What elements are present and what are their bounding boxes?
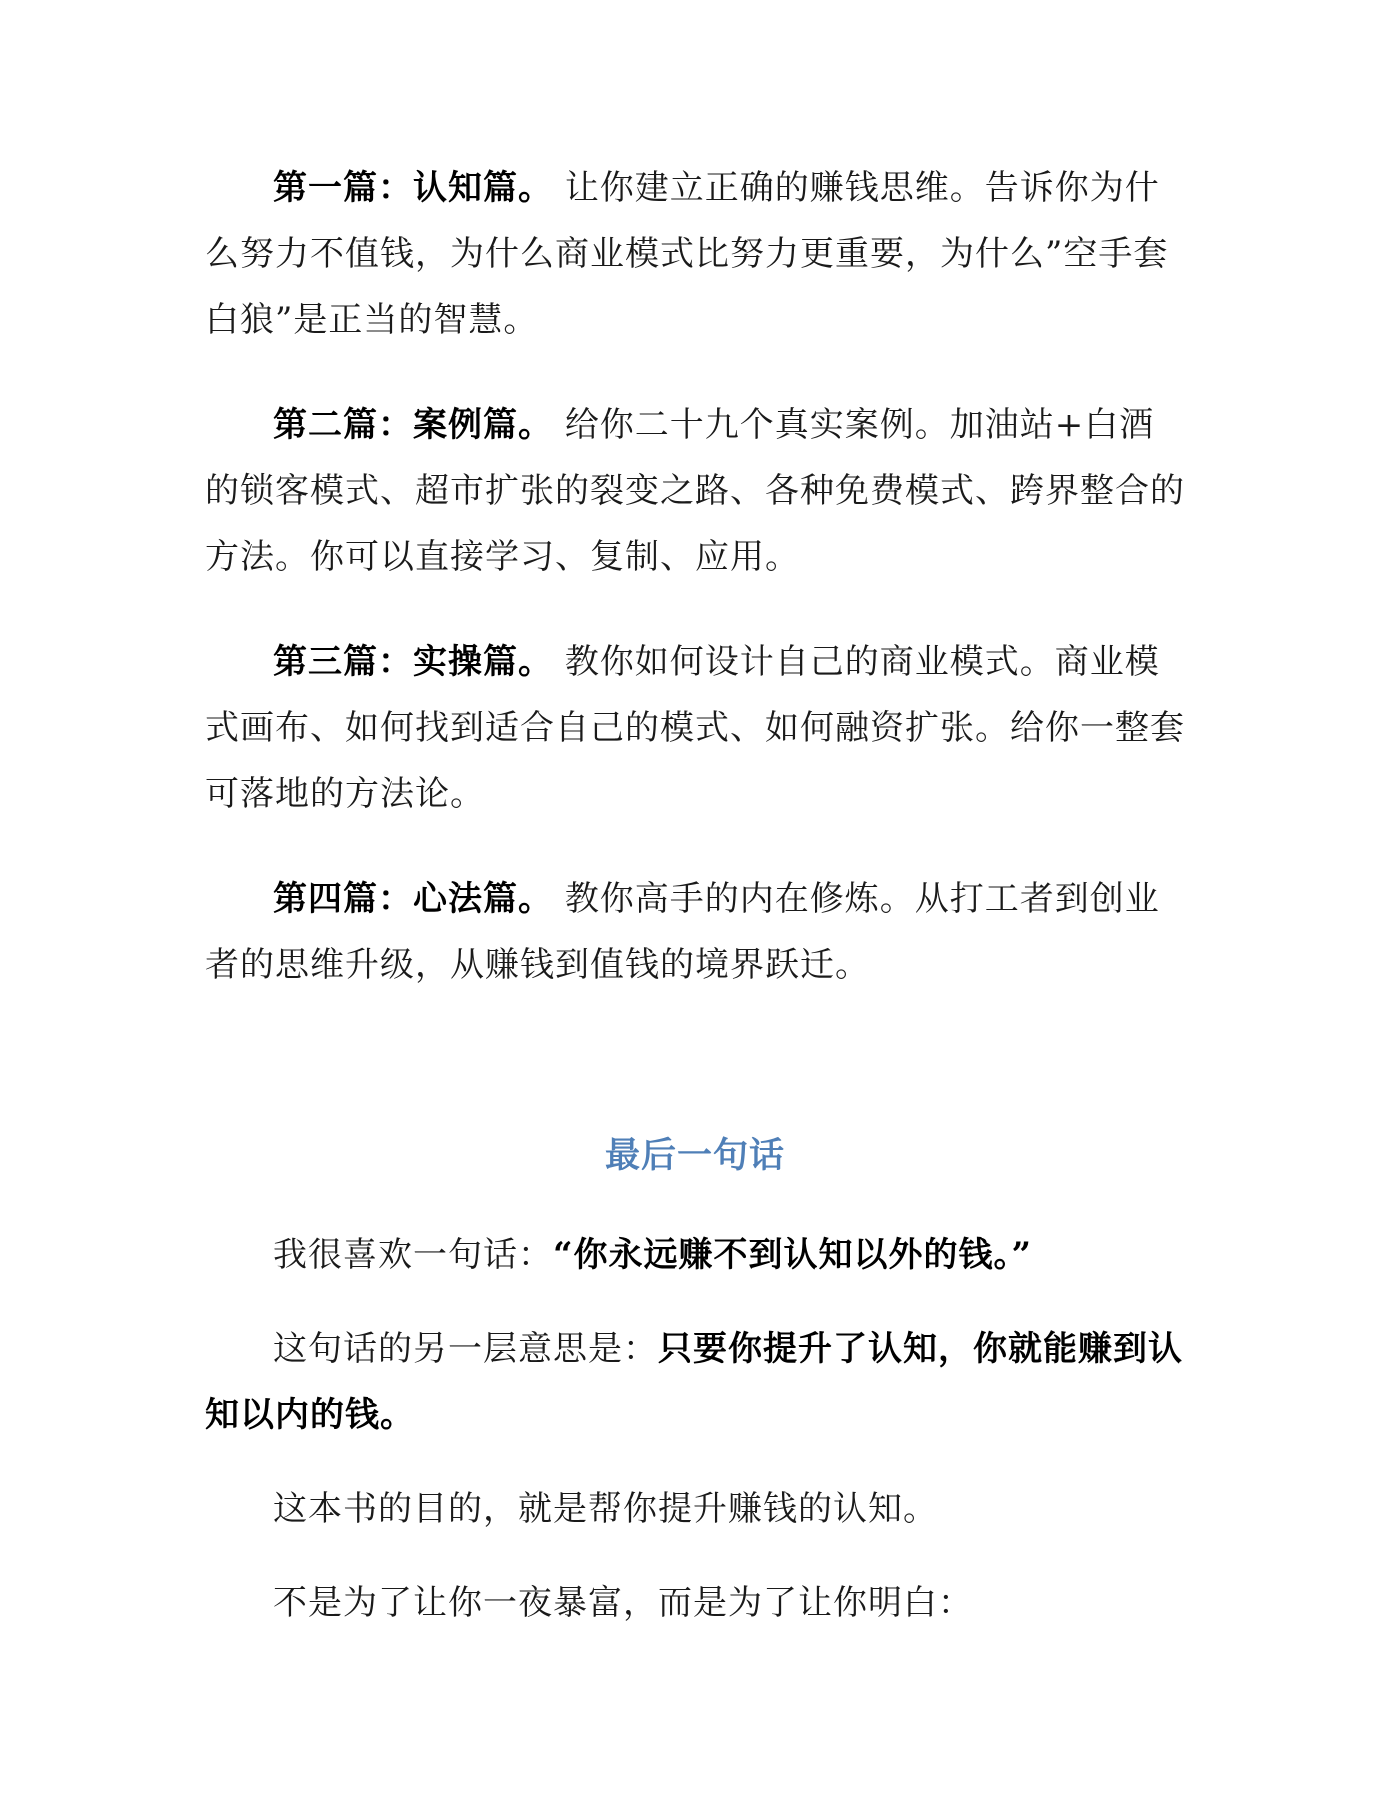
section-paragraph-2: [205, 392, 1185, 590]
section-paragraph-4: [205, 866, 1185, 998]
closing-paragraph-3: 这本书的目的，就是帮你提升赚钱的认知。: [273, 1489, 938, 1529]
section-title: 第一篇：认知篇。: [273, 168, 553, 208]
closing-paragraph-1: [205, 1222, 1185, 1288]
closing-heading: 最后一句话: [604, 1135, 785, 1176]
section-title: 第三篇：实操篇。: [273, 642, 553, 682]
section-text: 教你高手的内在修炼。从打工者到创业者的思维升级，从赚钱到值钱的境界跃迁。: [205, 879, 1160, 985]
closing-emphasis: 只要你提升了认知，你就能赚到认知以内的钱。: [205, 1329, 1183, 1435]
section-paragraph-1: [205, 155, 1185, 353]
section-paragraph-3: [205, 629, 1185, 827]
section-text: 教你如何设计自己的商业模式。商业模式画布、如何找到适合自己的模式、如何融资扩张。给你一整套可落地的方法论。: [205, 642, 1185, 814]
closing-paragraph-2: [205, 1316, 1185, 1448]
section-text: 给你二十九个真实案例。加油站+白酒的锁客模式、超市扩张的裂变之路、各种免费模式、跨界整合的方法。你可以直接学习、复制、应用。: [205, 405, 1185, 577]
closing-lead: 这句话的另一层意思是：: [273, 1329, 658, 1369]
closing-paragraph-4: 不是为了让你一夜暴富，而是为了让你明白：: [273, 1583, 973, 1623]
section-text: 让你建立正确的赚钱思维。告诉你为什么努力不值钱，为什么商业模式比努力更重要，为什么”空手套白狼”是正当的智慧。: [205, 168, 1169, 340]
section-title: 第四篇：心法篇。: [273, 879, 553, 919]
document-body: [205, 155, 1185, 1664]
closing-quote: “你永远赚不到认知以外的钱。”: [553, 1235, 1033, 1275]
closing-lead: 我很喜欢一句话：: [273, 1235, 553, 1275]
section-title: 第二篇：案例篇。: [273, 405, 553, 445]
